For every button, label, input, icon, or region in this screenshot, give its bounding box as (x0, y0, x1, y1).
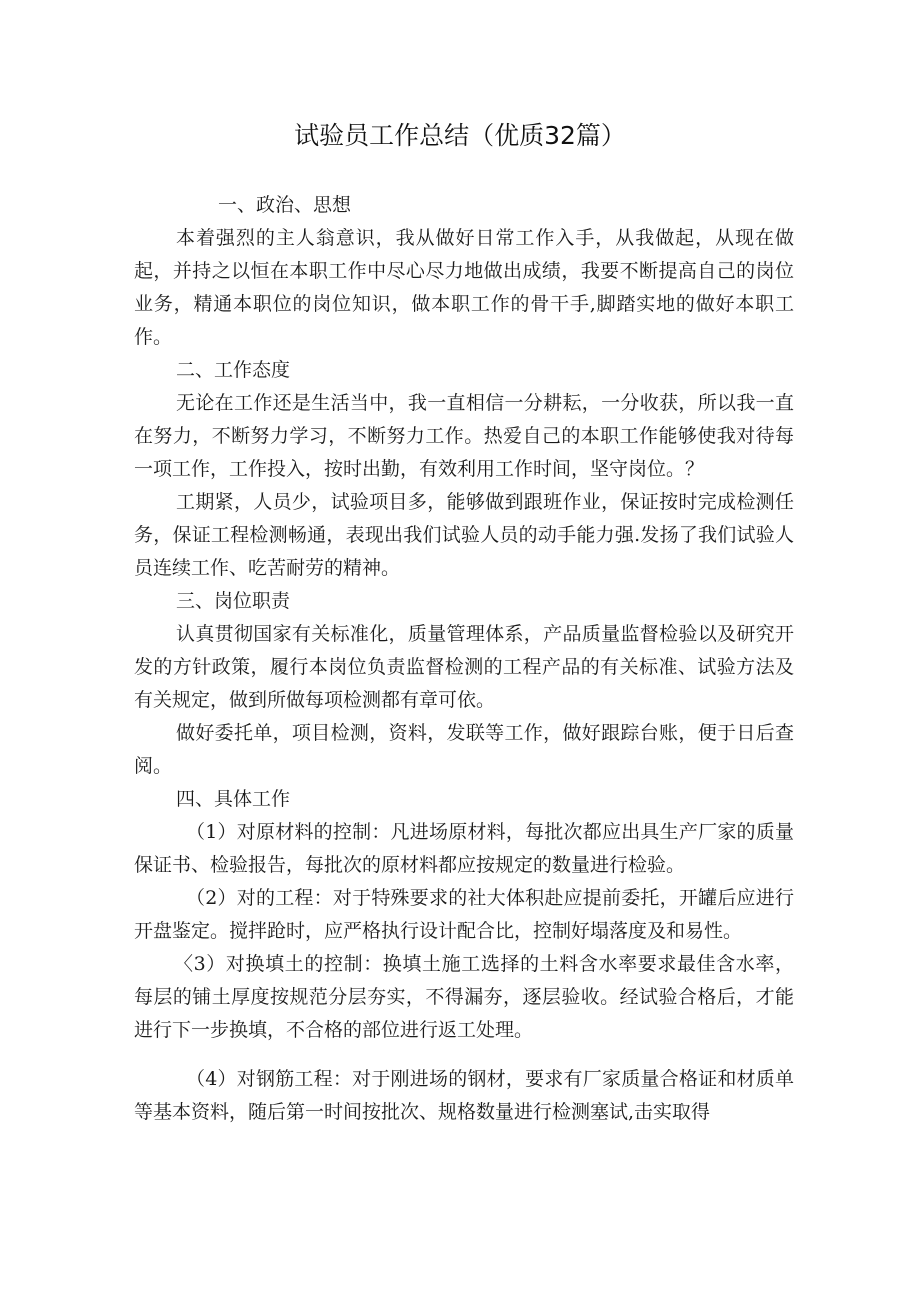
work-item-concrete: （2）对的工程：对于特殊要求的社大体积赴应提前委托，开罐后应进行开盘鉴定。搅拌跄时，应严格执行设计配合比，控制好塌落度及和易性。 (134, 887, 794, 942)
paragraph-politics: 本着强烈的主人翁意识，我从做好日常工作入手，从我做起，从现在做起，并持之以恒在本职工作中尽心尽力地做出成绩，我要不断提高自己的岗位业务，精通本职位的岗位知识，做本职工作的骨干手,脚踏实地的做好本职工作。 (134, 227, 794, 348)
work-item-rebar: （4）对钢筋工程：对于刚进场的钢材，要求有厂家质量合格证和材质单等基本资料，随后第一时间按批次、规格数量进行检测塞试,击实取得 (134, 1068, 794, 1123)
paragraph-attitude-2: 工期紧，人员少，试验项目多，能够做到跟班作业，保证按时完成检测任务，保证工程检测畅通，表现出我们试验人员的动手能力强.发扬了我们试验人员连续工作、吃苦耐劳的精神。 (134, 491, 794, 579)
section-heading-specific-work: 四、具体工作 (176, 788, 291, 810)
paragraph-duties-2: 做好委托单，项目检测，资料，发联等工作，做好跟踪台账，便于日后查阅。 (134, 722, 794, 777)
section-heading-attitude: 二、工作态度 (176, 359, 291, 381)
document-body (134, 189, 794, 1129)
paragraph-attitude-1: 无论在工作还是生活当中，我一直相信一分耕耘，一分收获，所以我一直在努力，不断努力学习，不断努力工作。热爱自己的本职工作能够使我对待每一项工作，工作投入，按时出勤，有效利用工作时间，坚守岗位。？ (134, 392, 794, 480)
document-title: 试验员工作总结（优质32篇） (294, 121, 626, 150)
paragraph-duties-1: 认真贯彻国家有关标准化，质量管理体系，产品质量监督检验以及研究开发的方针政策，履行本岗位负责监督检测的工程产品的有关标准、试验方法及有关规定，做到所做每项检测都有章可依。 (134, 623, 794, 711)
work-item-backfill-soil: 〈3）对换填土的控制：换填土施工选择的土料含水率要求最佳含水率，每层的铺土厚度按规范分层夯实，不得漏夯，逐层验收。经试验合格后，才能进行下一步换填，不合格的部位进行返工处理。 (134, 953, 794, 1041)
section-heading-duties: 三、岗位职责 (176, 590, 291, 612)
section-heading-politics: 一、政治、思想 (218, 194, 352, 216)
work-item-raw-materials: （1）对原材料的控制：凡进场原材料，每批次都应出具生产厂家的质量保证书、检验报告，每批次的原材料都应按规定的数量进行检验。 (134, 821, 794, 876)
